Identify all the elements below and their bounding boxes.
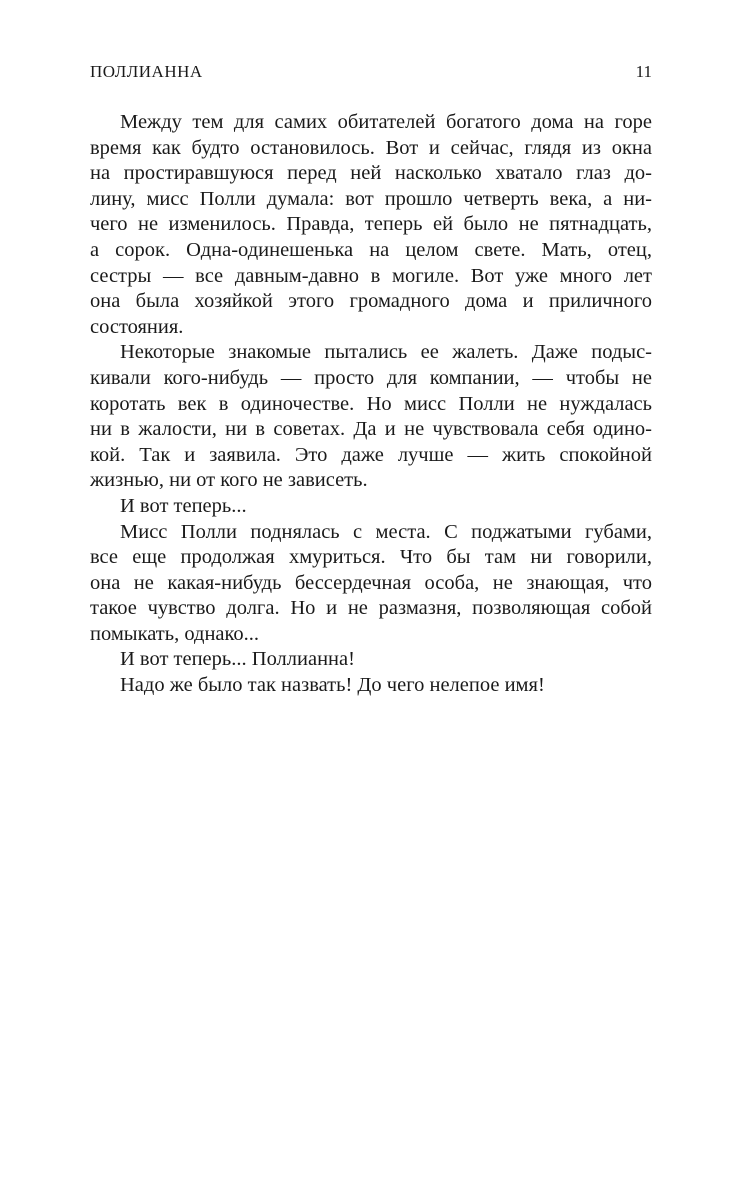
paragraph-line: все еще продолжая хмуриться. Что бы там ни говорили, xyxy=(90,546,652,569)
paragraph-line: И вот теперь... xyxy=(120,494,247,517)
running-head xyxy=(90,60,652,84)
paragraph-line: она не какая-нибудь бессердечная особа, не знающая, что xyxy=(90,571,652,594)
paragraph-line: а сорок. Одна-одинешенька на целом свете. Мать, отец, xyxy=(90,238,652,261)
paragraph-line: состояния. xyxy=(90,315,184,338)
paragraph-line: она была хозяйкой этого громадного дома и приличного xyxy=(90,290,652,313)
page-number: 11 xyxy=(635,62,652,81)
paragraph-line: кивали кого-нибудь — просто для компании, — чтобы не xyxy=(90,366,652,389)
paragraph-line: время как будто остановилось. Вот и сейчас, глядя из окна xyxy=(90,136,652,159)
paragraph-line: помыкать, однако... xyxy=(90,622,260,645)
running-title: ПОЛЛИАННА xyxy=(90,62,203,81)
paragraph-line: жизнью, ни от кого не зависеть. xyxy=(90,469,368,492)
paragraph-line: сестры — все давным-давно в могиле. Вот уже много лет xyxy=(90,264,652,287)
paragraph-line: Мисс Полли поднялась с места. С поджатыми губами, xyxy=(120,520,652,543)
paragraph-line: лину, мисс Полли думала: вот прошло четверть века, а ни- xyxy=(90,187,652,210)
paragraph-line: коротать век в одиночестве. Но мисс Полли не нуждалась xyxy=(90,392,652,415)
paragraph-line: ни в жалости, ни в советах. Да и не чувствовала себя одино- xyxy=(90,418,652,441)
paragraph-line: на простиравшуюся перед ней насколько хватало глаз до- xyxy=(90,162,652,185)
body-text xyxy=(90,110,652,699)
paragraph-line: Надо же было так назвать! До чего нелепое имя! xyxy=(120,674,545,697)
paragraph-line: Между тем для самих обитателей богатого дома на горе xyxy=(120,111,652,133)
paragraph-line: чего не изменилось. Правда, теперь ей было не пятнадцать, xyxy=(90,213,652,236)
paragraph-line: кой. Так и заявила. Это даже лучше — жить спокойной xyxy=(90,443,652,466)
paragraph-line: И вот теперь... Поллианна! xyxy=(120,648,355,671)
paragraph-line: Некоторые знакомые пытались ее жалеть. Даже подыс- xyxy=(120,341,652,364)
paragraph-line: такое чувство долга. Но и не размазня, позволяющая собой xyxy=(90,597,652,620)
